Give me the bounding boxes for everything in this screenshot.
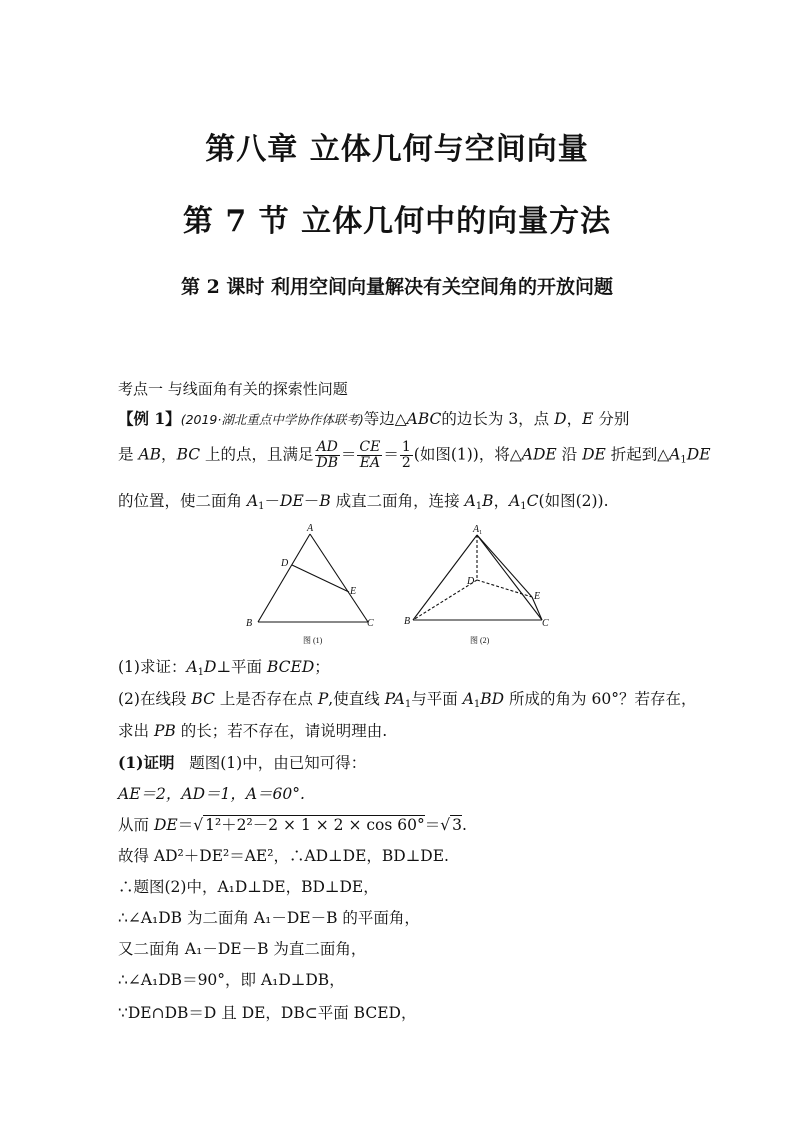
- label-b: B: [404, 616, 411, 627]
- proof-line-6: ∴∠A₁DB 为二面角 A₁－DE－B 的平面角，: [118, 909, 420, 927]
- text: 求出: [118, 722, 150, 740]
- text: 与平面: [411, 690, 458, 708]
- text: DE: [582, 445, 606, 464]
- label-e: E: [350, 586, 357, 597]
- text: 3: [452, 816, 463, 834]
- text: (1)求证：: [118, 658, 187, 676]
- proof-line-8: ∴∠A₁DB＝90°，即 A₁D⊥DB，: [118, 971, 345, 989]
- question-1: (1)求证：$A_1D\perp$平面 BCED；: [118, 658, 330, 678]
- edge-a1e: [477, 535, 532, 597]
- text: BC: [176, 445, 201, 464]
- text: ；: [314, 658, 330, 676]
- radical: 1²＋2²－2 × 1 × 2 × cos 60°: [205, 816, 425, 834]
- caption-figure-2: 图 (2): [470, 636, 490, 645]
- section-title: 第 7 节 立体几何中的向量方法: [182, 204, 612, 239]
- proof-line-9: ∵DE∩DB＝D 且 DE，DB⊂平面 BCED，: [118, 1004, 417, 1022]
- label-c: C: [367, 618, 374, 629]
- edge-de: [292, 565, 349, 592]
- lesson-title: 第 2 课时 利用空间向量解决有关空间角的开放问题: [180, 276, 614, 298]
- label-d: D: [467, 576, 475, 587]
- proof-line-3: 从而 DE＝√ 1²＋2²－2 × 1 × 2 × cos 60°＝√ 3.: [118, 816, 467, 834]
- example-line-2: 是 AB，BC 上的点，且满足 $\frac{AD}{DB}$ ＝ $\frac{CE}{EA}$ ＝ $\frac{1}{2}$ (如图(1))，将△ADE 沿 DE 折起到$\triangle A_1DE$: [118, 439, 711, 471]
- caption-figure-1: 图 (1): [303, 636, 323, 645]
- text: 的边长为 3，点: [441, 410, 550, 428]
- text: 等边△: [363, 410, 407, 428]
- text: AB: [138, 445, 162, 464]
- proof-line-5: ∴题图(2)中，A₁D⊥DE，BD⊥DE，: [118, 878, 379, 896]
- proof-line-1: [118, 752, 366, 774]
- label-e: E: [534, 591, 541, 602]
- example-line-3: 的位置，使二面角 $A_1-DE-B$ 成直二面角，连接 $A_1B$，$A_1C$(如图(2)).: [118, 492, 609, 512]
- question-2-line-1: (2)在线段 BC 上是否存在点 P,使直线 $PA_1$与平面 $A_1BD$ 所成的角为 60°？若存在，: [118, 690, 697, 710]
- proof-line-4: 故得 AD²＋DE²＝AE²，∴AD⊥DE，BD⊥DE.: [118, 847, 449, 865]
- fraction-ce-ea: $\frac{CE}{EA}$: [359, 439, 381, 471]
- proof-line-7: 又二面角 A₁－DE－B 为直二面角，: [118, 940, 367, 958]
- text: 使直线: [333, 690, 380, 708]
- figure-1: [258, 534, 368, 622]
- fraction-ad-db: $\frac{AD}{DB}$: [316, 439, 338, 471]
- proof-label: (1)证明: [118, 753, 175, 772]
- text: 分别: [598, 410, 630, 428]
- text: 成直二面角，连接: [335, 492, 460, 510]
- question-2-line-2: 求出 PB 的长；若不存在，请说明理由.: [118, 722, 388, 740]
- text: (2)在线段: [118, 690, 187, 708]
- text: E: [582, 410, 594, 428]
- label-a: A: [307, 523, 314, 534]
- text: 折起到△: [610, 445, 670, 464]
- text: ＝: [424, 816, 441, 834]
- text: BCED: [267, 658, 315, 676]
- example-label: 【例 1】: [118, 409, 181, 428]
- figure-2: [413, 535, 542, 620]
- chapter-title: 第八章 立体几何与空间向量: [205, 132, 589, 167]
- text: D: [554, 410, 567, 428]
- text: (如图(2)).: [538, 492, 609, 510]
- example-line-1: 【例 1】(2019·湖北重点中学协作体联考)等边△ABC的边长为 3，点 D，E 分别: [118, 409, 630, 428]
- text: 沿: [561, 445, 578, 464]
- topic-heading: 考点一 与线面角有关的探索性问题: [118, 380, 348, 398]
- text: .: [462, 816, 467, 834]
- figures: [240, 520, 570, 650]
- label-b: B: [246, 618, 253, 629]
- text: 从而: [118, 816, 150, 834]
- text: 是: [118, 445, 134, 464]
- text: 所成的角为 60°？若存在，: [509, 690, 697, 708]
- text: 的长；若不存在，请说明理由.: [180, 722, 388, 740]
- text: 上的点，且满足: [205, 445, 314, 464]
- label-d: D: [281, 558, 289, 569]
- proof-line-2: AE＝2，AD＝1，A＝60°.: [118, 785, 305, 803]
- text: (如图(1))，将△: [413, 445, 522, 464]
- text: 上是否存在点: [219, 690, 313, 708]
- text: ADE: [521, 445, 557, 464]
- edge-ab: [258, 534, 310, 622]
- edge-a1c: [477, 535, 542, 620]
- example-source: (2019·湖北重点中学协作体联考): [180, 412, 364, 427]
- label-c: C: [542, 618, 549, 629]
- text: ＝: [177, 816, 194, 834]
- fraction-one-half: $\frac{1}{2}$: [401, 439, 411, 471]
- text: ABC: [406, 410, 442, 428]
- label-a1: $A_1$: [473, 524, 483, 536]
- text: 题图(1)中，由已知可得：: [189, 754, 367, 772]
- text: 的位置，使二面角: [118, 492, 243, 510]
- text: ⊥平面: [216, 658, 263, 676]
